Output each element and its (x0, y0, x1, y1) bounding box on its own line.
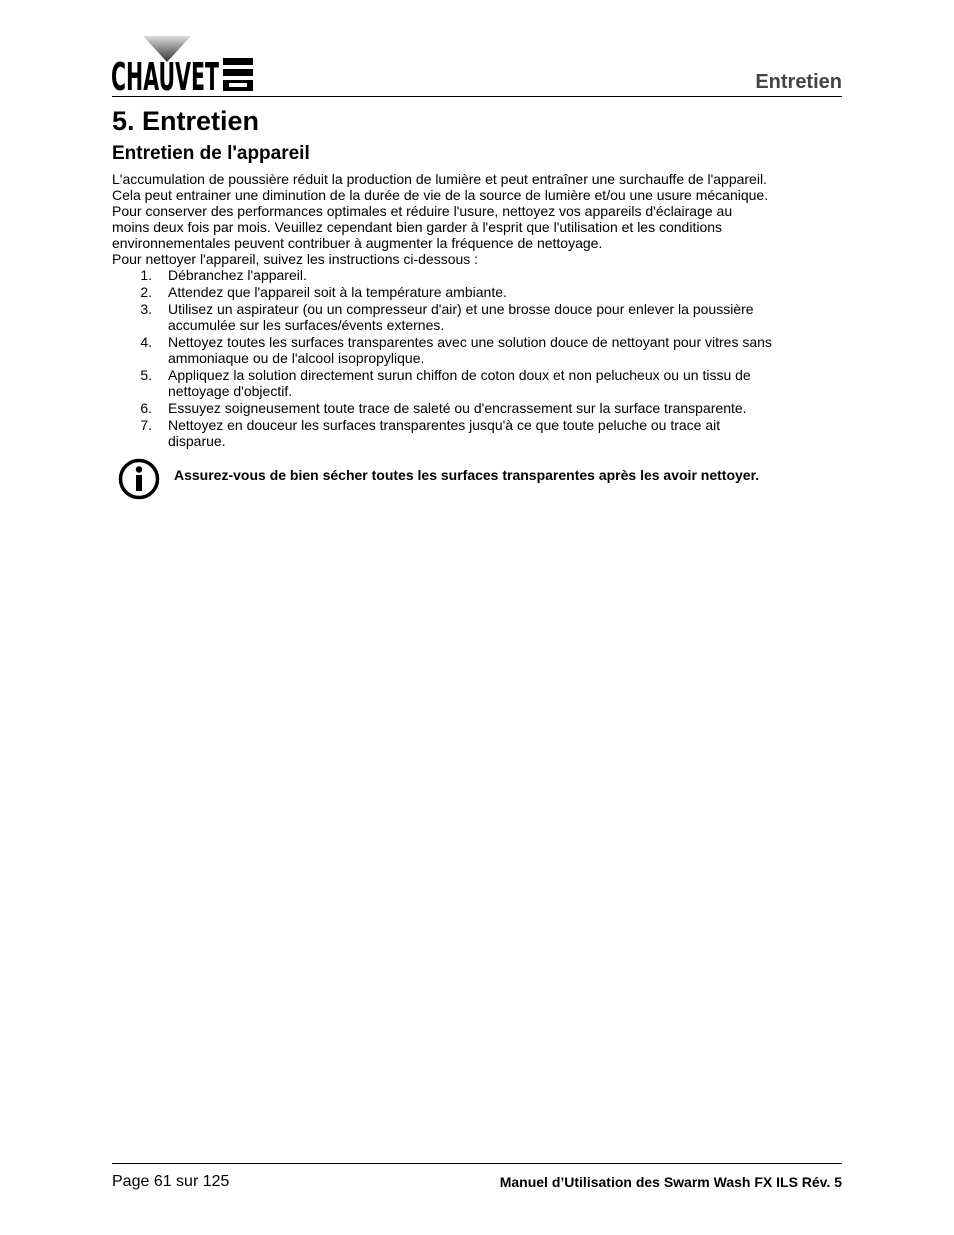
intro-line: L'accumulation de poussière réduit la production de lumière et peut entraîner une surchauffe de l'appareil. (112, 171, 767, 187)
section-heading: Entretien de l'appareil (112, 143, 310, 164)
list-item (112, 284, 847, 300)
step-line: disparue. (168, 433, 226, 449)
note-text: Assurez-vous de bien sécher toutes les surfaces transparentes après les avoir nettoyer. (174, 467, 760, 483)
header-section-name: Entretien (755, 71, 842, 93)
step-number: 1. (140, 267, 152, 283)
step-number: 2. (140, 284, 152, 300)
step-line: Utilisez un aspirateur (ou un compresseur d'air) et une brosse douce pour enlever la poussière (168, 301, 754, 317)
intro-line: Pour nettoyer l'appareil, suivez les instructions ci-dessous : (112, 251, 479, 267)
page-title: 5. Entretien (112, 106, 260, 136)
step-number: 4. (140, 334, 152, 350)
step-text (168, 334, 847, 366)
step-line: accumulée sur les surfaces/évents externes. (168, 317, 445, 333)
page-number: Page 61 sur 125 (112, 1173, 230, 1190)
intro-line: Pour conserver des performances optimales et réduire l'usure, nettoyez vos appareils d'éclairage au (112, 203, 733, 219)
step-line: Nettoyez toutes les surfaces transparentes avec une solution douce de nettoyant pour vitres sans (168, 334, 772, 350)
step-line: ammoniaque ou de l'alcool isopropylique. (168, 350, 425, 366)
section-body (112, 171, 847, 450)
step-line: Essuyez soigneusement toute trace de saleté ou d'encrassement sur la surface transparente. (168, 400, 747, 416)
list-item (112, 400, 847, 416)
step-text (168, 301, 847, 333)
list-item (112, 267, 847, 283)
step-number: 3. (140, 301, 152, 317)
step-number: 7. (140, 417, 152, 433)
manual-title: Manuel d’Utilisation des Swarm Wash FX ILS Rév. 5 (499, 1174, 842, 1190)
step-text (168, 417, 847, 449)
step-line: Appliquez la solution directement surun chiffon de coton doux et non pelucheux ou un tissu de (168, 367, 751, 383)
step-line: Attendez que l'appareil soit à la température ambiante. (168, 284, 507, 300)
footer-divider (112, 1163, 842, 1164)
info-icon (118, 458, 160, 500)
header-divider (112, 96, 842, 97)
intro-line: moins deux fois par mois. Veuillez cependant bien garder à l'esprit que l'utilisation et les conditions (112, 219, 723, 235)
chauvet-dj-logo (110, 34, 255, 99)
step-line: Débranchez l'appareil. (168, 267, 307, 283)
step-text (168, 267, 847, 283)
step-line: Nettoyez en douceur les surfaces transparentes jusqu'à ce que toute peluche ou trace ait (168, 417, 721, 433)
list-item (112, 417, 847, 449)
list-item (112, 367, 847, 399)
step-text (168, 284, 847, 300)
list-item (112, 301, 847, 333)
step-text (168, 367, 847, 399)
cleaning-steps (112, 267, 847, 449)
intro-line: environnementales peuvent contribuer à augmenter la fréquence de nettoyage. (112, 235, 603, 251)
step-text (168, 400, 847, 416)
intro-line: Cela peut entrainer une diminution de la durée de vie de la source de lumière et/ou une usure mécanique. (112, 187, 769, 203)
list-item (112, 334, 847, 366)
step-number: 6. (140, 400, 152, 416)
step-line: nettoyage d'objectif. (168, 383, 293, 399)
info-note (112, 458, 847, 500)
step-number: 5. (140, 367, 152, 383)
svg-text:CHAUVET: CHAUVET (111, 55, 220, 99)
